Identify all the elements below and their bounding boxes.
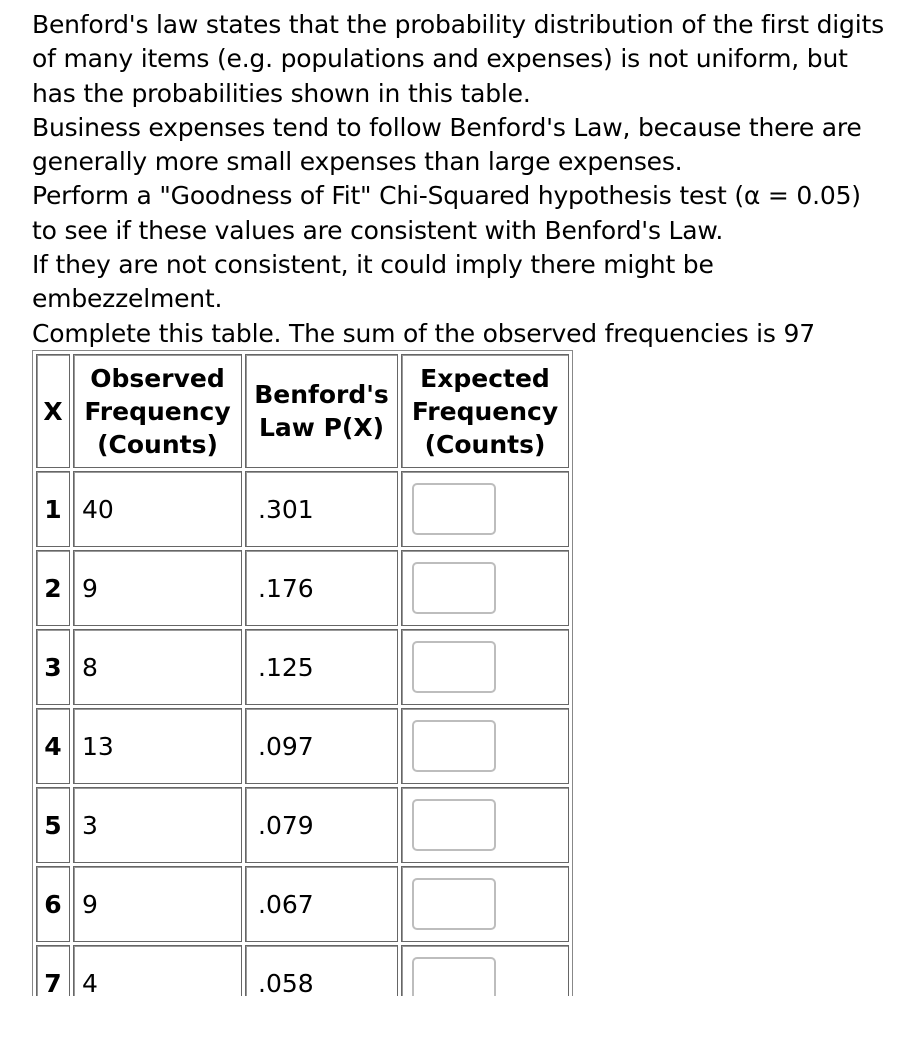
- table-row: [36, 708, 569, 784]
- cell-x: 3: [36, 629, 70, 705]
- cell-x: 6: [36, 866, 70, 942]
- cell-expected: [401, 629, 569, 705]
- table-row: [36, 629, 569, 705]
- hypothesis-text-suffix: = 0.05) to see if these values are consistent with Benford's Law.: [32, 181, 861, 245]
- benford-table: [32, 350, 573, 996]
- expected-frequency-input[interactable]: [412, 483, 496, 535]
- expected-frequency-input[interactable]: [412, 720, 496, 772]
- header-x: X: [36, 354, 70, 468]
- cell-x: 1: [36, 471, 70, 547]
- intro-paragraph-2: Business expenses tend to follow Benford's Law, because there are generally more small expenses than large expenses.: [32, 112, 862, 177]
- hypothesis-text-prefix: Perform a "Goodness of Fit" Chi-Squared hypothesis test (: [32, 181, 744, 211]
- table-row: [36, 550, 569, 626]
- cell-expected: [401, 471, 569, 547]
- cell-expected: [401, 708, 569, 784]
- cell-probability: .125: [245, 629, 398, 705]
- table-viewport: [32, 350, 580, 996]
- cell-observed: 40: [73, 471, 242, 547]
- cell-expected: [401, 550, 569, 626]
- expected-frequency-input[interactable]: [412, 878, 496, 930]
- table-row: [36, 787, 569, 863]
- cell-observed: 13: [73, 708, 242, 784]
- cell-x: 2: [36, 550, 70, 626]
- table-row: [36, 945, 569, 996]
- cell-observed: 8: [73, 629, 242, 705]
- cell-expected: [401, 787, 569, 863]
- alpha-symbol: α: [743, 181, 761, 211]
- cell-probability: .058: [245, 945, 398, 996]
- expected-frequency-input[interactable]: [412, 957, 496, 996]
- cell-x: 4: [36, 708, 70, 784]
- cell-probability: .067: [245, 866, 398, 942]
- cell-probability: .079: [245, 787, 398, 863]
- cell-observed: 9: [73, 550, 242, 626]
- cell-observed: 3: [73, 787, 242, 863]
- intro-paragraph-4: If they are not consistent, it could imply there might be embezzelment.: [32, 250, 714, 314]
- cell-probability: .301: [245, 471, 398, 547]
- intro-paragraph-1: Benford's law states that the probability distribution of the first digits of many items (e.g. populations and expenses) is not uniform, but has the probabilities shown in this table.: [32, 10, 884, 108]
- header-expected-frequency: Expected Frequency (Counts): [401, 354, 569, 468]
- cell-expected: [401, 945, 569, 996]
- expected-frequency-input[interactable]: [412, 641, 496, 693]
- cell-expected: [401, 866, 569, 942]
- cell-probability: .097: [245, 708, 398, 784]
- instruction-text: Complete this table. The sum of the observed frequencies is 97: [32, 318, 815, 348]
- header-benford-probability: Benford's Law P(X): [245, 354, 398, 468]
- header-observed-frequency: Observed Frequency (Counts): [73, 354, 242, 468]
- intro-paragraph-3: [32, 179, 892, 248]
- cell-observed: 4: [73, 945, 242, 996]
- table-header-row: [36, 354, 569, 468]
- cell-observed: 9: [73, 866, 242, 942]
- table-row: [36, 866, 569, 942]
- cell-x: 5: [36, 787, 70, 863]
- expected-frequency-input[interactable]: [412, 562, 496, 614]
- cell-probability: .176: [245, 550, 398, 626]
- cell-x: 7: [36, 945, 70, 996]
- table-row: [36, 471, 569, 547]
- problem-text: [32, 8, 892, 351]
- expected-frequency-input[interactable]: [412, 799, 496, 851]
